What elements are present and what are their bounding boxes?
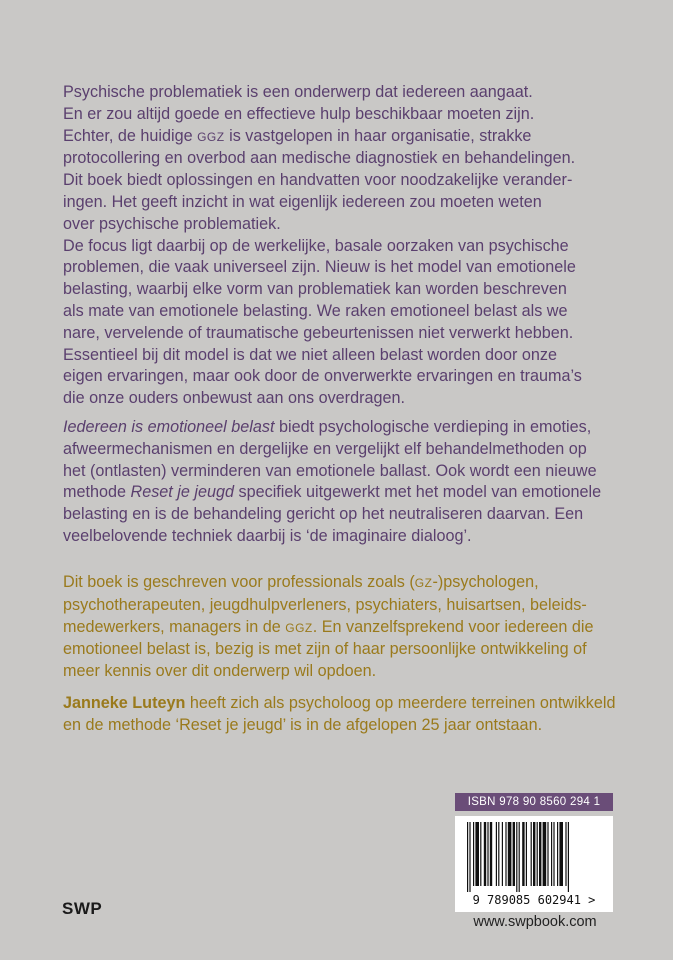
author-line-2: en de methode ‘Reset je jeugd’ is in de afgelopen 25 jaar ontstaan. — [63, 715, 543, 734]
barcode-bar — [533, 822, 535, 886]
barcode-bar — [484, 822, 486, 886]
intro-line: belasting, waarbij elke vorm van problematiek kan worden beschreven — [63, 280, 567, 299]
audience-text: medewerkers, managers in de — [63, 617, 286, 636]
barcode-bar — [516, 822, 517, 892]
method-line-6: veelbelovende techniek daarbij is ‘de imaginaire dialoog’. — [63, 526, 472, 545]
audience-text: -)psychologen, — [432, 573, 539, 591]
intro-paragraph — [63, 82, 623, 410]
method-line-4 — [63, 482, 623, 504]
barcode-bar — [537, 822, 538, 886]
intro-text — [63, 82, 623, 410]
barcode-bar — [490, 822, 492, 886]
barcode-bar — [469, 822, 470, 892]
intro-line: protocollering en overbod aan medische diagnostiek en behandelingen. — [63, 149, 576, 168]
audience-line-1 — [63, 572, 623, 595]
barcode-bar — [547, 822, 548, 886]
audience-line-3 — [63, 617, 623, 640]
abbreviation: GGZ — [285, 620, 313, 635]
audience-line-5: meer kennis over dit onderwerp wil opdoen. — [63, 662, 377, 681]
intro-line: over psychische problematiek. — [63, 214, 281, 233]
method-line-5: belasting en is de behandeling gericht op het neutraliseren daarvan. Een — [63, 505, 584, 524]
intro-line: Dit boek biedt oplossingen en handvatten voor noodzakelijke verander- — [63, 171, 573, 190]
intro-line: eigen ervaringen, maar ook door de onverwerkte ervaringen en trauma’s — [63, 367, 582, 386]
website-url[interactable]: www.swpbook.com — [473, 914, 597, 930]
barcode-bar — [553, 822, 554, 886]
intro-text: Echter, de huidige — [63, 126, 198, 145]
barcode-bar — [487, 822, 488, 886]
intro-line — [63, 126, 623, 149]
method-text: biedt psychologische verdieping in emoties, — [274, 418, 592, 436]
method-line-3: het (ontlasten) verminderen van emotionele ballast. Ook wordt een nieuwe — [63, 461, 597, 480]
intro-line: problemen, die vaak universeel zijn. Nieuw is het model van emotionele — [63, 258, 576, 277]
barcode-bar — [565, 822, 566, 886]
intro-line: ingen. Het geeft inzicht in wat eigenlijk iedereen zou moeten weten — [63, 192, 542, 211]
author-name: Janneke Luteyn — [63, 694, 186, 712]
method-text: methode — [63, 483, 131, 502]
barcode-bar — [557, 822, 558, 886]
method-paragraph — [63, 417, 623, 548]
isbn-label: ISBN 978 90 8560 294 1 — [455, 793, 613, 811]
barcode-bar — [502, 822, 503, 886]
audience-line-2: psychotherapeuten, jeugdhulpverleners, psychiaters, huisartsen, beleids- — [63, 595, 587, 614]
barcode-bar — [531, 822, 532, 886]
author-paragraph — [63, 693, 623, 737]
barcode-bar — [473, 822, 474, 886]
barcode-bar — [508, 822, 512, 886]
audience-line-4: emotioneel belast is, bezig is met zijn of haar persoonlijke ontwikkeling of — [63, 640, 587, 659]
intro-line: En er zou altijd goede en effectieve hulp beschikbaar moeten zijn. — [63, 104, 535, 123]
intro-line: die onze ouders onbewust aan ons overdragen. — [63, 389, 405, 408]
barcode-bar — [475, 822, 479, 886]
publisher-logo: SWP — [62, 899, 103, 918]
method-name: Reset je jeugd — [130, 483, 234, 502]
book-title: Iedereen is emotioneel belast — [63, 418, 275, 436]
barcode-bar — [568, 822, 569, 892]
barcode-digits: 9 789085 602941 > — [472, 893, 596, 907]
method-text: specifiek uitgewerkt met het model van emotionele — [234, 483, 602, 502]
barcode-bar — [519, 822, 520, 892]
barcode-bar — [551, 822, 552, 886]
intro-line: Psychische problematiek is een onderwerp dat iedereen aangaat. — [63, 83, 533, 101]
audience-text: Dit boek is geschreven voor professionals zoals ( — [63, 573, 415, 591]
barcode-bar — [526, 822, 527, 886]
barcode-bars — [455, 816, 613, 912]
barcode-bar — [539, 822, 541, 886]
intro-line: als mate van emotionele belasting. We raken emotioneel belast als we — [63, 301, 568, 320]
method-line-1 — [63, 417, 623, 439]
barcode-bar — [467, 822, 468, 892]
method-line-2: afweermechanismen en dergelijke en vergelijkt elf behandelmethoden op — [63, 439, 587, 458]
intro-line: Essentieel bij dit model is dat we niet alleen belast worden door onze — [63, 345, 558, 364]
author-text: heeft zich als psycholoog op meerdere terreinen ontwikkeld — [185, 694, 616, 712]
audience-text: . En vanzelfsprekend voor iedereen die — [312, 617, 594, 636]
barcode-bar — [522, 822, 524, 886]
barcode-bar — [559, 822, 563, 886]
barcode-bar — [496, 822, 497, 886]
barcode-bar — [543, 822, 547, 886]
author-line-1 — [63, 693, 623, 715]
abbreviation: GGZ — [197, 129, 225, 144]
barcode-bar — [505, 822, 506, 886]
barcode-bar — [498, 822, 499, 886]
audience-paragraph — [63, 572, 623, 683]
intro-line: nare, vervelende of traumatische gebeurtenissen niet verwerkt hebben. — [63, 323, 574, 342]
abbreviation: GZ — [414, 576, 433, 590]
intro-line: De focus ligt daarbij op de werkelijke, basale oorzaken van psychische — [63, 236, 569, 255]
barcode — [455, 816, 613, 912]
barcode-bar — [513, 822, 515, 886]
intro-text: is vastgelopen in haar organisatie, strakke — [224, 126, 532, 145]
barcode-bar — [480, 822, 481, 886]
